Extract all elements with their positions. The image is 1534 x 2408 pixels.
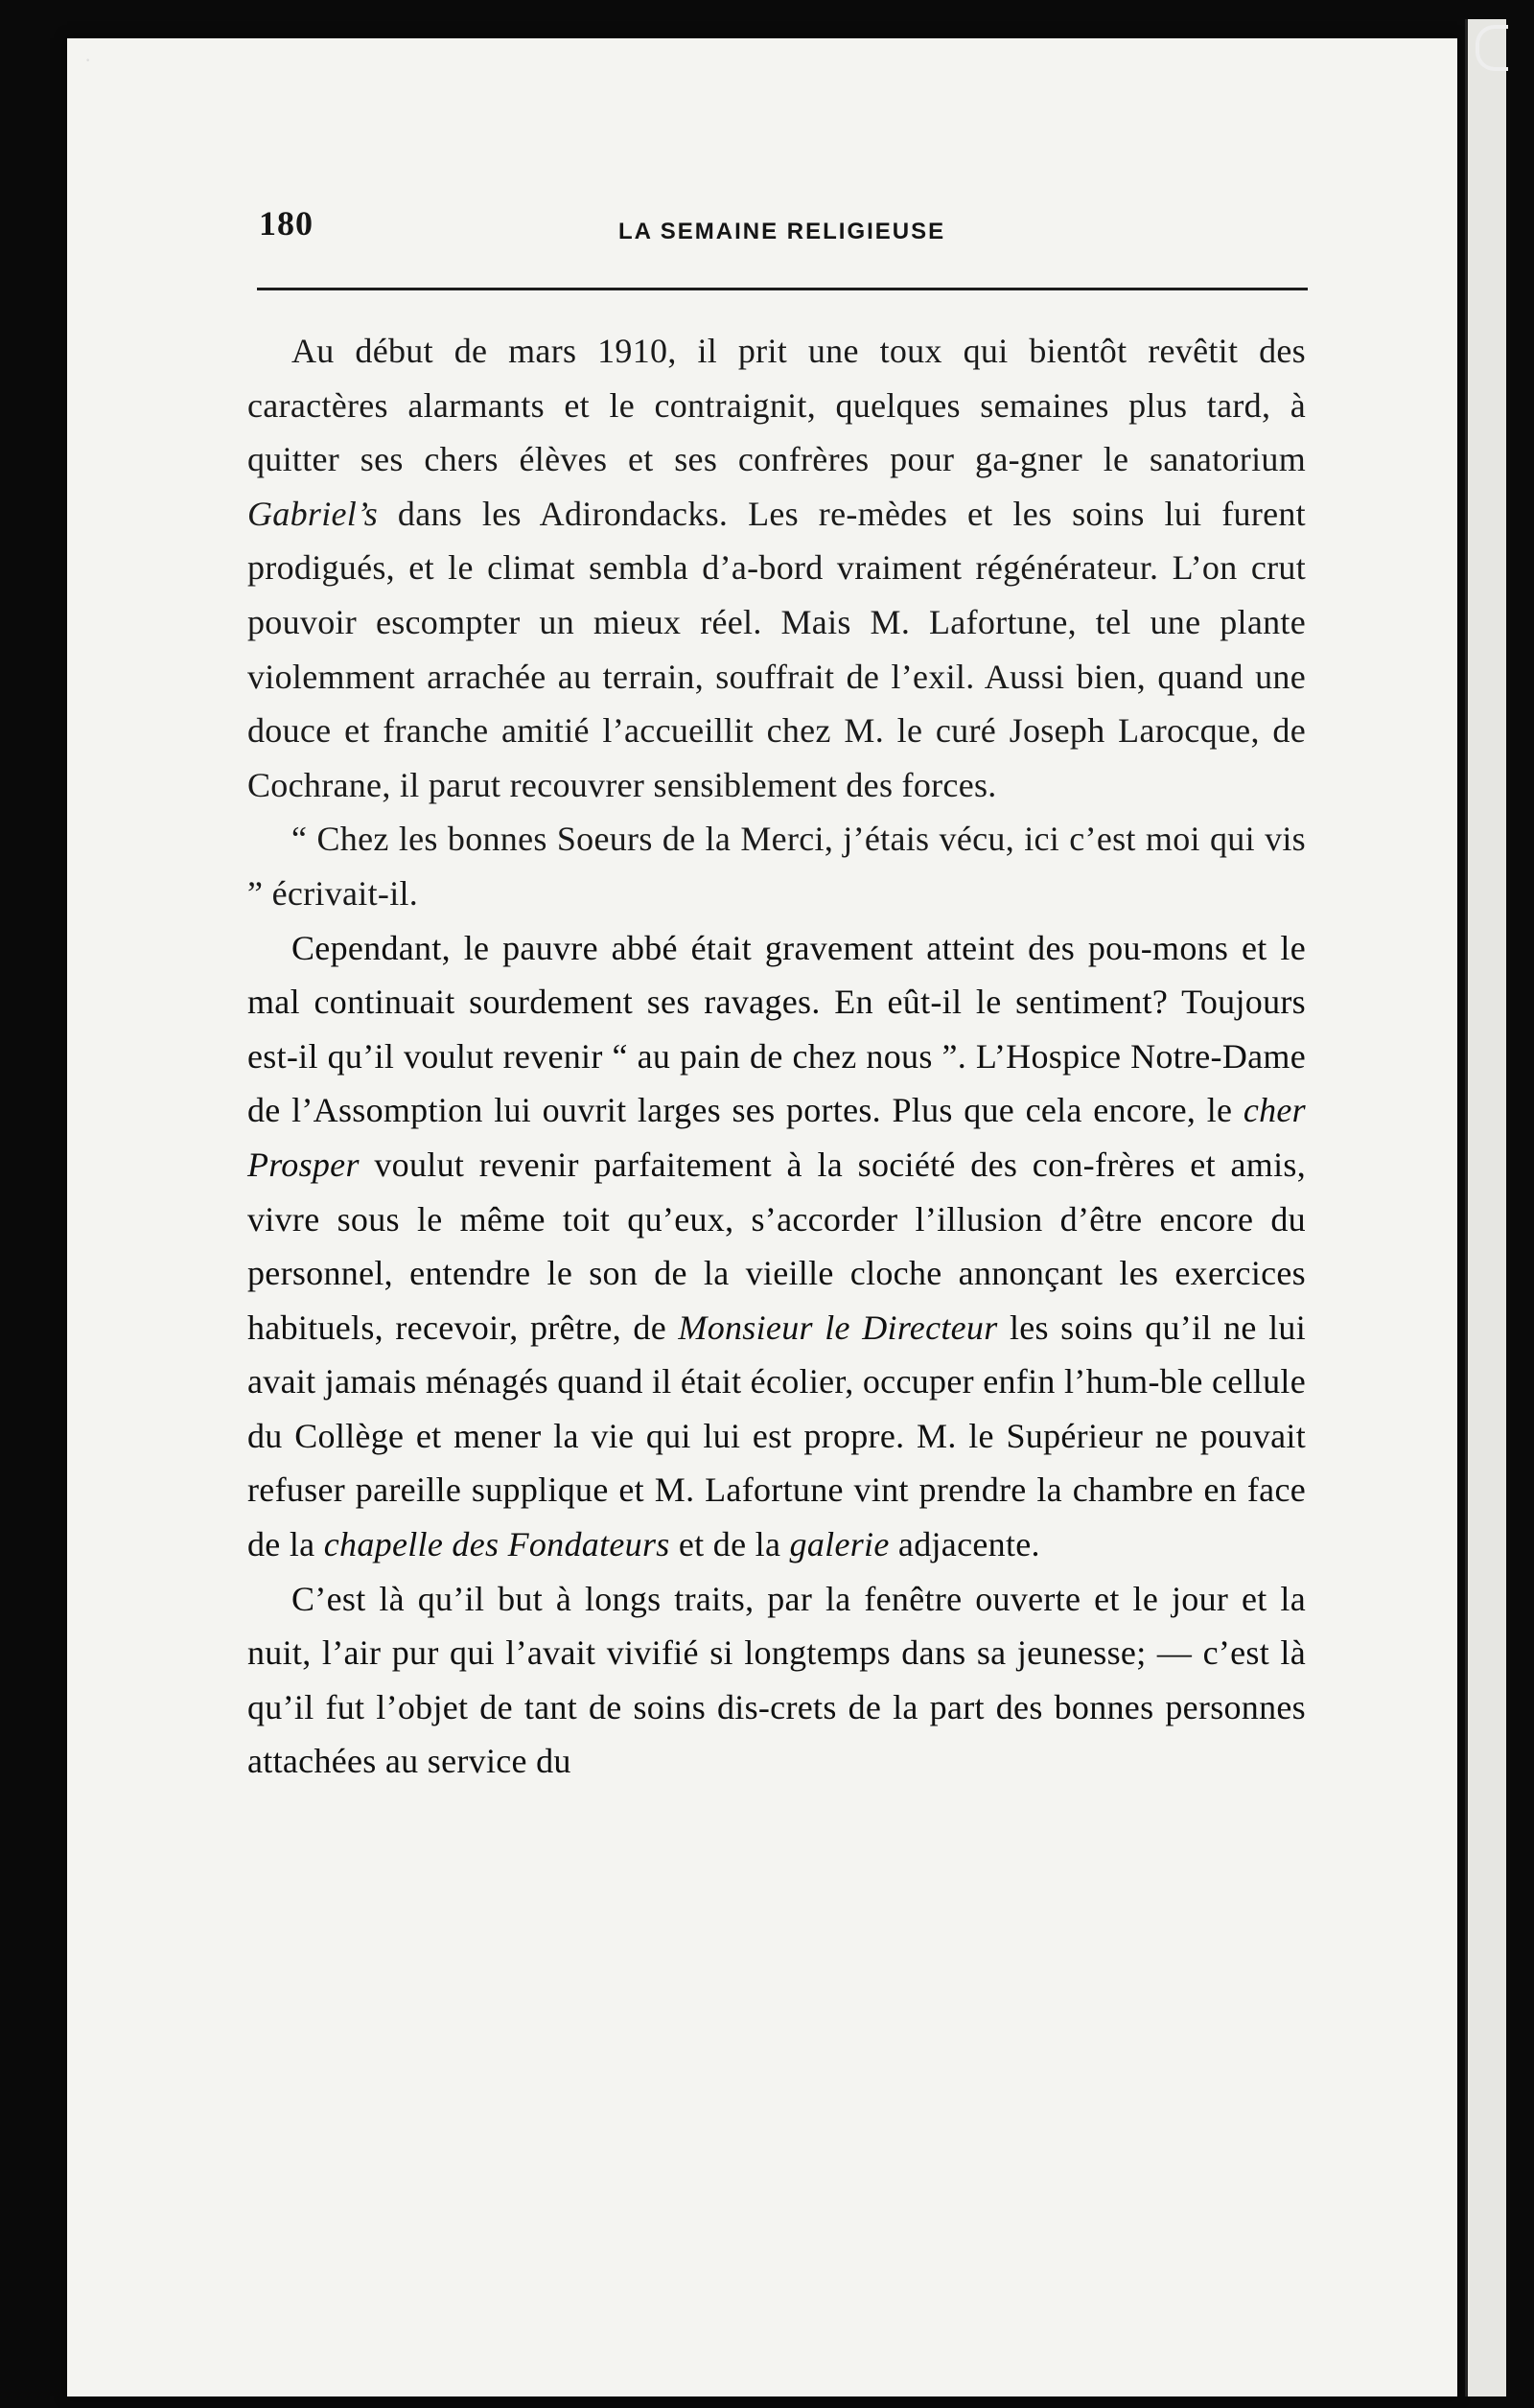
text-run: C’est là qu’il but à longs traits, par la fenêtre ouverte et le jour et la nuit, l’air pur qui l’avait vivifié si longtemps dans sa jeunesse; — c’est là qu’il fut l’objet de tant de soins dis-crets de la part des bonnes personnes attachées au service du	[247, 1579, 1306, 1781]
text-run: Cependant, le pauvre abbé était gravement atteint des pou-mons et le mal continuait sourdement ses ravages. En eût-il le sentiment? Toujours est-il qu’il voulut revenir “ au pain de chez nous ”. L’Hospice Notre-Dame de l’Assomption lui ouvrit larges ses portes. Plus que cela encore, le	[247, 928, 1306, 1130]
paragraph	[247, 1572, 1306, 1789]
italic-text: cher Prosper	[247, 1091, 1306, 1184]
paragraph	[247, 324, 1306, 812]
paragraph	[247, 812, 1306, 920]
text-run: voulut revenir parfaitement à la société des con-frères et amis, vivre sous le même toit qu’eux, s’accorder l’illusion d’être encore du personnel, entendre le son de la vieille cloche annonçant les exercices habituels, recevoir, prêtre, de	[247, 1145, 1306, 1347]
text-run: “ Chez les bonnes Soeurs de la Merci, j’étais vécu, ici c’est moi qui vis ” écrivait-il.	[247, 820, 1306, 913]
body-text	[247, 324, 1306, 1789]
page-header	[259, 203, 1304, 261]
paragraph	[247, 921, 1306, 1572]
page-clip	[1476, 25, 1508, 71]
corner-speck: ·	[84, 48, 92, 72]
italic-text: Monsieur le Directeur	[678, 1308, 998, 1347]
italic-text: chapelle des Fondateurs	[323, 1525, 670, 1564]
page-number: 180	[259, 204, 314, 243]
text-run: Au début de mars 1910, il prit une toux qui bientôt revêtit des caractères alarmants et le contraignit, quelques semaines plus tard, à quitter ses chers élèves et ses confrères pour ga-gner le sanatorium	[247, 332, 1306, 479]
text-run: adjacente.	[889, 1525, 1040, 1564]
text-run: et de la	[669, 1525, 790, 1564]
italic-text: Gabriel’s	[247, 494, 379, 533]
adjacent-page-edge	[1465, 19, 1506, 2396]
italic-text: galerie	[789, 1525, 890, 1564]
running-head: LA SEMAINE RELIGIEUSE	[618, 219, 946, 244]
text-run: les soins qu’il ne lui avait jamais ménagés quand il était écolier, occuper enfin l’hum-ble cellule du Collège et mener la vie qui lui est propre. M. le Supérieur ne pouvait refuser pareille supplique et M. Lafortune vint prendre la chambre en face de la	[247, 1308, 1307, 1564]
text-run: dans les Adirondacks. Les re-mèdes et les soins lui furent prodigués, et le climat sembla d’a-bord vraiment régénérateur. L’on crut pouvoir escompter un mieux réel. Mais M. Lafortune, tel une plante violemment arrachée au terrain, souffrait de l’exil. Aussi bien, quand une douce et franche amitié l’accueillit chez M. le curé Joseph Larocque, de Cochrane, il parut recouvrer sensiblement des forces.	[247, 494, 1306, 804]
header-rule	[257, 288, 1308, 290]
